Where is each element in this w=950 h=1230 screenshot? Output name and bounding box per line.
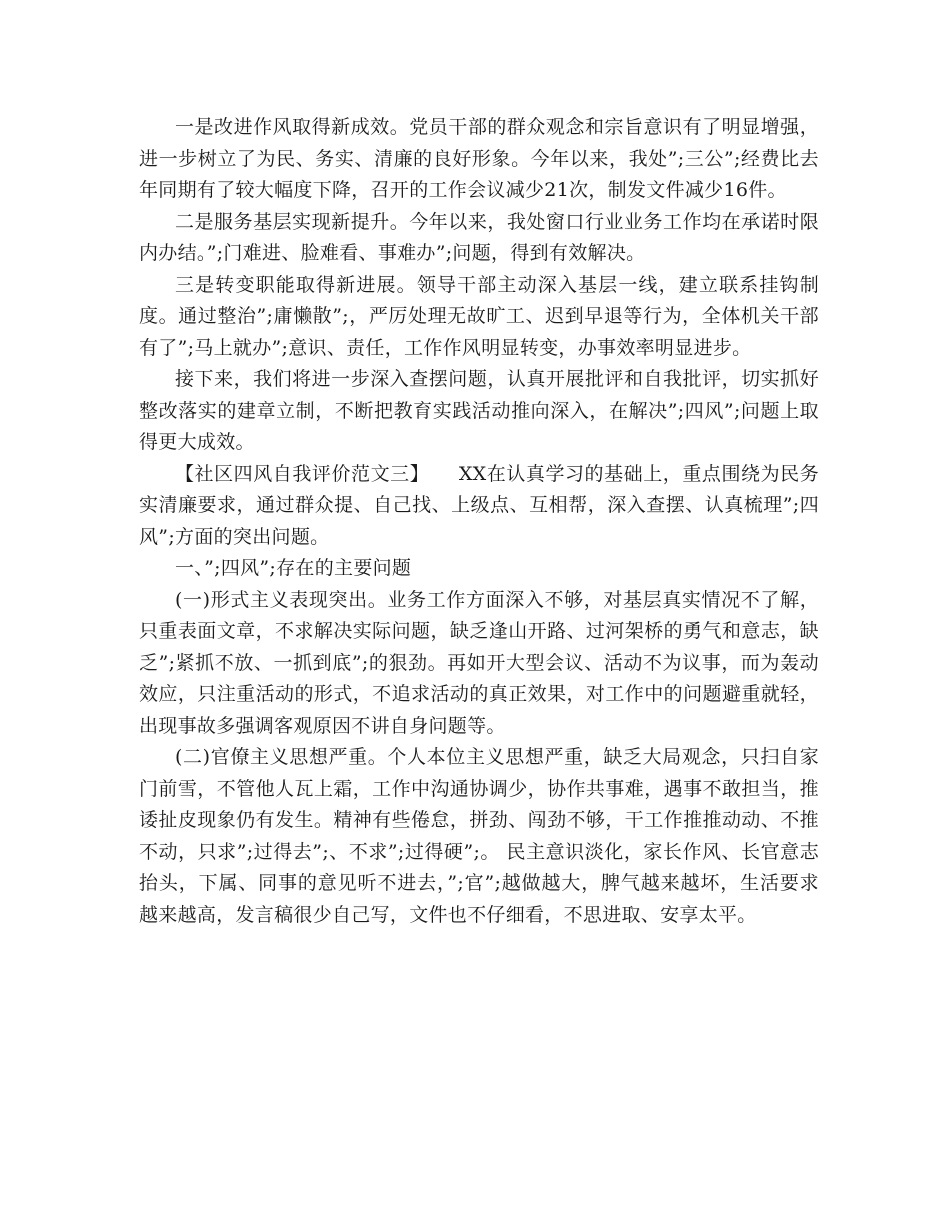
paragraph-transform-functions: 三是转变职能取得新进展。领导干部主动深入基层一线，建立联系挂钩制度。通过整治”;庸懒散”;，严厉处理无故旷工、迟到早退等行为，全体机关干部有了”;马上就办”;意识、责任，工作作风明显转变，办事效率明显进步。 [139, 273, 819, 359]
paragraph-next-steps: 接下来，我们将进一步深入查摆问题，认真开展批评和自我批评，切实抓好整改落实的建章立制，不断把教育实践活动推向深入，在解决”;四风”;问题上取得更大成效。 [139, 368, 819, 453]
paragraph-serve-grassroots: 二是服务基层实现新提升。今年以来，我处窗口行业业务工作均在承诺时限内办结。”;门难进、脸难看、事难办”;问题，得到有效解决。 [139, 210, 819, 264]
paragraph-formalism: (一)形式主义表现突出。业务工作方面深入不够，对基层真实情况不了解，只重表面文章，不求解决实际问题，缺乏逢山开路、过河架桥的勇气和意志，缺乏”;紧抓不放、一抓到底”;的狠劲。再如开大型会议、活动不为议事，而为轰动效应，只注重活动的形式，不追求活动的真正效果，对工作中的问题避重就轻，出现事故多强调客观原因不讲自身问题等。 [139, 588, 819, 737]
paragraph-bureaucratism: (二)官僚主义思想严重。个人本位主义思想严重，缺乏大局观念，只扫自家门前雪，不管他人瓦上霜，工作中沟通协调少，协作共事难，遇事不敢担当，推诿扯皮现象仍有发生。精神有些倦怠，拼劲、闯劲不够，干工作推推动动、不推不动，只求”;过得去”;、不求”;过得硬”;。 民主意识淡化，家长作风、长官意志抬头，下属、同事的意见听不进去，”;官”;越做越大，脾气越来越坏，生活要求越来越高，发言稿很少自己写，文件也不仔细看，不思进取、安享太平。 [139, 746, 819, 926]
section-heading-main-problems: 一、”;四风”;存在的主要问题 [175, 557, 412, 579]
paragraph-improve-style: 一是改进作风取得新成效。党员干部的群众观念和宗旨意识有了明显增强，进一步树立了为民、务实、清廉的良好形象。今年以来，我处”;三公”;经费比去年同期有了较大幅度下降，召开的工作会议减少21次，制发文件减少16件。 [139, 116, 819, 201]
document-body [139, 112, 819, 931]
paragraph-sample-three-intro: 【社区四风自我评价范文三】 XX在认真学习的基础上，重点围绕为民务实清廉要求，通过群众提、自己找、上级点、互相帮，深入查摆、认真梳理”;四风”;方面的突出问题。 [139, 462, 819, 548]
